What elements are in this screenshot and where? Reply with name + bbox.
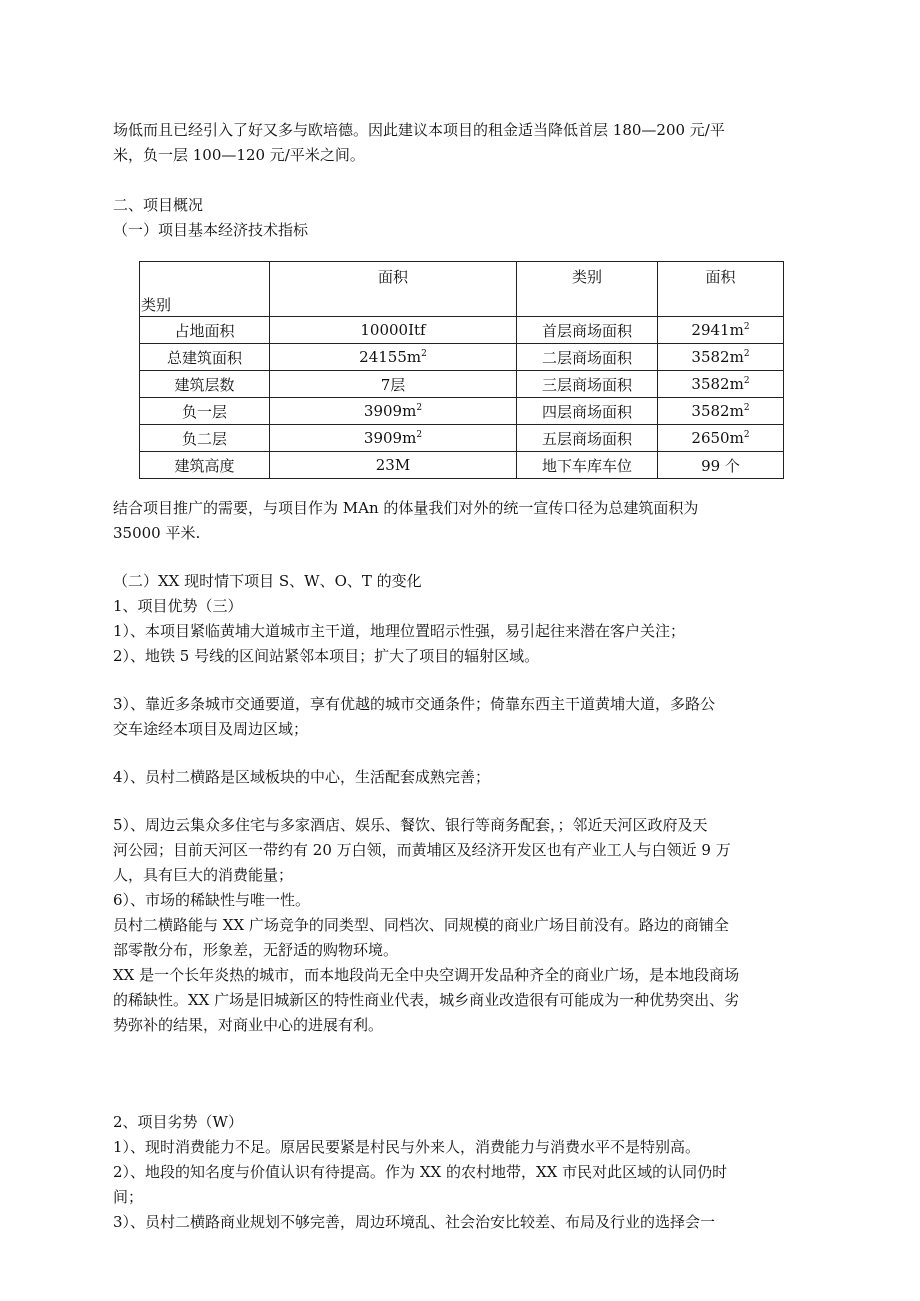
strength-6-para-2-line-3: 势弥补的结果，对商业中心的进展有利。 <box>113 1016 384 1034</box>
table-cell: 10000Itf <box>270 317 517 344</box>
subsection-title: （一）项目基本经济技术指标 <box>113 221 309 239</box>
table-cell: 地下车库车位 <box>517 452 658 479</box>
strength-1: 1）、本项目紧临黄埔大道城市主干道，地理位置昭示性强，易引起往来潜在客户关注； <box>113 622 686 640</box>
table-row <box>140 317 784 344</box>
note-line-2: 35000 平米. <box>113 524 201 542</box>
table-cell: 23M <box>270 452 517 479</box>
intro-line-2: 米，负一层 100—120 元/平米之间。 <box>113 146 365 164</box>
table-cell: 四层商场面积 <box>517 398 658 425</box>
header-category: 类别 <box>140 262 270 317</box>
header-area-2: 面积 <box>658 262 784 317</box>
section-title: 二、项目概况 <box>113 196 204 214</box>
strength-3-line-2: 交车途经本项目及周边区域； <box>113 720 309 738</box>
table-cell: $2650m^2$ <box>658 425 784 452</box>
table-cell: $3909m^2$ <box>270 398 517 425</box>
table-cell: 五层商场面积 <box>517 425 658 452</box>
strength-5-line-1: 5）、周边云集众多住宅与多家酒店、娱乐、餐饮、银行等商务配套，；邻近天河区政府及天 <box>113 816 708 834</box>
strength-5-line-2: 河公园；目前天河区一带约有 20 万白领，而黄埔区及经济开发区也有产业工人与白领近 9 万 <box>113 841 731 859</box>
weakness-2-line-2: 间； <box>113 1188 144 1206</box>
strength-2: 2）、地铁 5 号线的区间站紧邻本项目；扩大了项目的辐射区域。 <box>113 647 540 665</box>
header-category-2: 类别 <box>517 262 658 317</box>
table-row <box>140 425 784 452</box>
table-header-row <box>140 262 784 317</box>
weakness-1: 1）、现时消费能力不足。原居民要紧是村民与外来人，消费能力与消费水平不是特别高。 <box>113 1138 701 1156</box>
table-cell: 7层 <box>270 371 517 398</box>
table-cell: 建筑层数 <box>140 371 270 398</box>
strength-3-line-1: 3）、靠近多条城市交通要道，享有优越的城市交通条件；倚靠东西主干道黄埔大道，多路公 <box>113 695 716 713</box>
table-row <box>140 398 784 425</box>
table-cell: $3582m^2$ <box>658 371 784 398</box>
table-cell: $2941m^2$ <box>658 317 784 344</box>
strength-6: 6）、市场的稀缺性与唯一性。 <box>113 891 311 909</box>
header-area: 面积 <box>270 262 517 317</box>
weakness-3: 3）、员村二横路商业规划不够完善，周边环境乱、社会治安比较差、布局及行业的选择会一 <box>113 1213 716 1231</box>
strength-6-para-1-line-1: 员村二横路能与 XX 广场竞争的同类型、同档次、同规模的商业广场目前没有。路边的商铺全 <box>113 916 729 934</box>
strength-6-para-2-line-2: 的稀缺性。XX 广场是旧城新区的特性商业代表，城乡商业改造很有可能成为一种优势突出、劣 <box>113 991 740 1009</box>
table-cell: 二层商场面积 <box>517 344 658 371</box>
strength-5-line-3: 人，具有巨大的消费能量； <box>113 866 294 884</box>
table-row <box>140 371 784 398</box>
strength-4: 4）、员村二横路是区域板块的中心，生活配套成熟完善； <box>113 768 491 786</box>
table-row <box>140 452 784 479</box>
strength-6-para-1-line-2: 部零散分布，形象差，无舒适的购物环境。 <box>113 941 399 959</box>
weakness-title: 2、项目劣势（W） <box>113 1113 243 1131</box>
table-cell: $3582m^2$ <box>658 398 784 425</box>
note-line-1: 结合项目推广的需要，与项目作为 MAn 的体量我们对外的统一宣传口径为总建筑面积为 <box>113 499 699 517</box>
table-cell: 总建筑面积 <box>140 344 270 371</box>
strengths-title: 1、项目优势（三） <box>113 597 243 615</box>
table-cell: $24155m^2$ <box>270 344 517 371</box>
table-row <box>140 344 784 371</box>
table-cell: 负一层 <box>140 398 270 425</box>
swot-title: （二）XX 现时情下项目 S、W、O、T 的变化 <box>113 572 422 590</box>
intro-line-1: 场低而且已经引入了好又多与欧培德。因此建议本项目的租金适当降低首层 180—200 元/平 <box>113 121 725 139</box>
table-cell: 建筑高度 <box>140 452 270 479</box>
table-cell: 三层商场面积 <box>517 371 658 398</box>
indicator-table <box>139 261 784 479</box>
table-cell: $3582m^2$ <box>658 344 784 371</box>
table-cell: 负二层 <box>140 425 270 452</box>
weakness-2-line-1: 2）、地段的知名度与价值认识有待提高。作为 XX 的农村地带，XX 市民对此区域的认同仍时 <box>113 1163 728 1181</box>
table-cell: 首层商场面积 <box>517 317 658 344</box>
table-cell: $3909m^2$ <box>270 425 517 452</box>
strength-6-para-2-line-1: XX 是一个长年炎热的城市，而本地段尚无全中央空调开发品种齐全的商业广场，是本地段商场 <box>113 966 740 984</box>
table-cell: 99 个 <box>658 452 784 479</box>
table-cell: 占地面积 <box>140 317 270 344</box>
